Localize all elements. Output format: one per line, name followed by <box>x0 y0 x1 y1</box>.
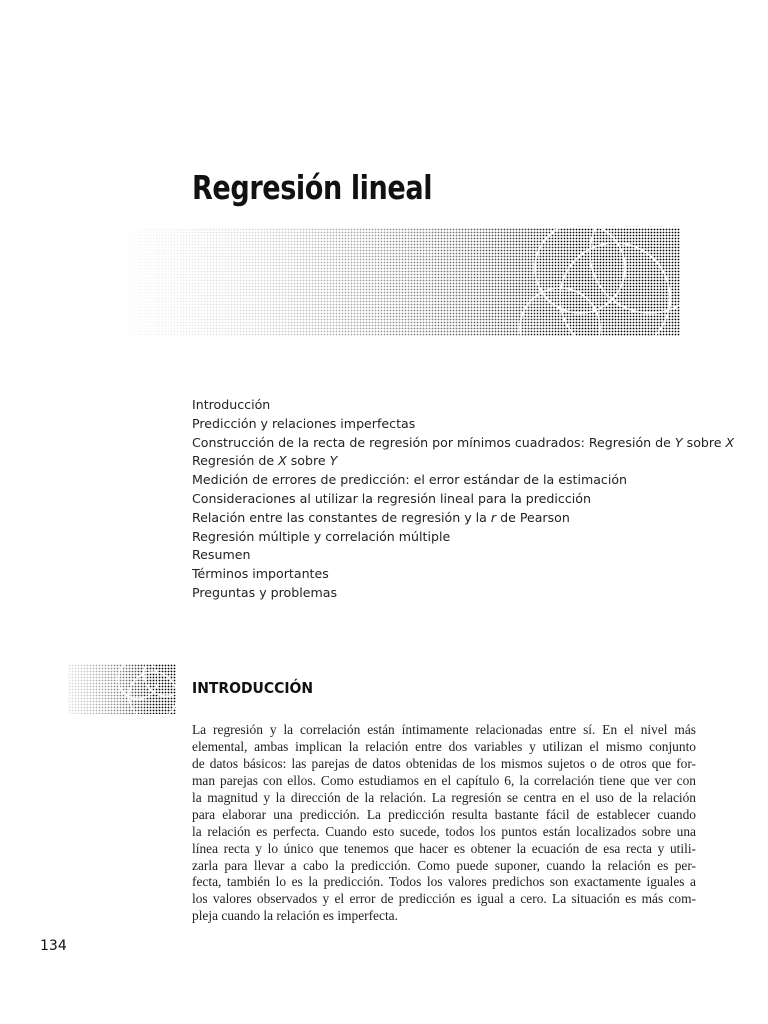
toc-item: Predicción y relaciones imperfectas <box>192 415 416 431</box>
paragraph-line: para elaborar una predicción. La predicción resulta bastante fácil de establecer cuando <box>192 806 696 822</box>
paragraph-line: fecta, también lo es la predicción. Todos los valores predichos son exactamente iguales a <box>192 874 696 890</box>
chapter-contents-list <box>192 396 734 603</box>
paragraph-line: la magnitud y la dirección de la relación. La regresión se centra en el uso de la relación <box>192 789 696 805</box>
paragraph-line: pleja cuando la relación es imperfecta. <box>192 908 398 924</box>
paragraph-line: línea recta y lo único que tenemos que hacer es obtener la ecuación de esa recta y utili- <box>192 840 696 856</box>
paragraph-line: la relación es perfecta. Cuando esto sucede, todos los puntos están localizados sobre una <box>192 823 696 839</box>
toc-item: Términos importantes <box>192 566 329 582</box>
toc-item: Relación entre las constantes de regresión y la r de Pearson <box>192 509 570 525</box>
toc-item: Medición de errores de predicción: el error estándar de la estimación <box>192 472 628 488</box>
paragraph-line: de datos básicos: las parejas de datos obtenidas de los mismos sujetos o de otros que for- <box>192 755 696 771</box>
paragraph-line: elemental, ambas implican la relación entre dos variables y utilizan el mismo conjunto <box>192 738 696 754</box>
paragraph-line: man parejas con ellos. Como estudiamos en el capítulo 6, la correlación tiene que ver con <box>192 772 696 788</box>
toc-item: Resumen <box>192 547 251 563</box>
paragraph-line: La regresión y la correlación están íntimamente relacionadas entre sí. En el nivel más <box>192 722 696 737</box>
halftone-circles-icon <box>68 664 176 714</box>
toc-item: Regresión de X sobre Y <box>192 453 338 469</box>
toc-item: Construcción de la recta de regresión por mínimos cuadrados: Regresión de Y sobre X <box>192 434 735 450</box>
body-paragraph <box>192 722 696 925</box>
toc-item: Introducción <box>192 397 271 412</box>
paragraph-line: zarla para llevar a cabo la predicción. Como puede suponer, cuando la relación es per- <box>192 857 696 873</box>
page-number: 134 <box>40 938 67 954</box>
chapter-title: Regresión lineal <box>192 168 433 207</box>
halftone-circles-banner-icon <box>110 228 680 336</box>
toc-item: Regresión múltiple y correlación múltiple <box>192 528 451 544</box>
toc-item: Consideraciones al utilizar la regresión lineal para la predicción <box>192 490 591 506</box>
toc-item: Preguntas y problemas <box>192 584 338 600</box>
paragraph-line: los valores observados y el error de predicción es igual a cero. La situación es más com- <box>192 891 696 907</box>
section-heading: INTRODUCCIÓN <box>192 679 314 697</box>
